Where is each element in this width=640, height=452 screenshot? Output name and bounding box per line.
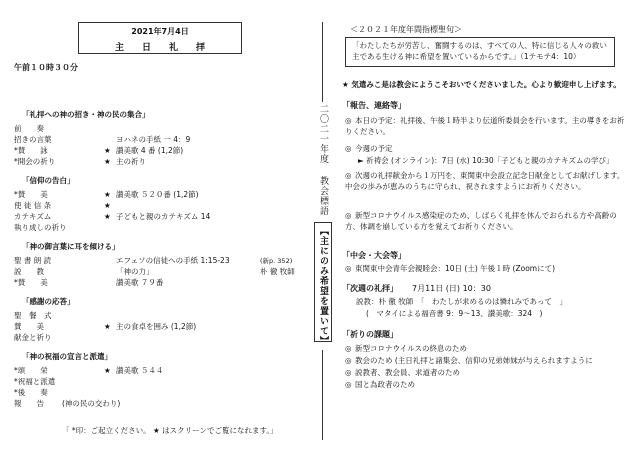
motto-text: 【主にのみ希望を置いて】: [318, 226, 328, 346]
list-item: ◎ 東関東中会青年会親睦会：10日 (土) 午後１時 (Zoomにて): [345, 264, 556, 273]
scripture-box: [345, 37, 615, 67]
scripture-title: ＜２０２１年度年間指標聖句＞: [350, 25, 462, 34]
list-item: ► 祈祷会 (オンライン)：7日 (水) 10:30「子どもと親のカテキズムの学び」: [358, 156, 614, 165]
church-motto-band: [314, 104, 332, 344]
section-title: 「報告、連絡等」: [342, 101, 406, 110]
motto-year: 二〇二一年度: [318, 104, 328, 164]
motto-box: [314, 222, 332, 346]
list-item: ◎ 新型コロナウイルスの終息のため: [345, 344, 468, 353]
next-sermon: 説教：朴 徹 牧師 「 わたしが求めるのは憐れみであって 」: [356, 297, 567, 306]
section-title: 「信仰の告白」: [22, 176, 75, 185]
section-title: 「中会・大会等」: [342, 251, 406, 260]
section-title: 「祈りの課題」: [342, 330, 398, 339]
next-scripture: ( マタイによる福音書 9：9～13、讃美歌：324 ): [366, 309, 543, 318]
list-item: ◎ 教会のため (主日礼拝と諸集会、信仰の兄弟姉妹が与えられますように: [345, 356, 593, 365]
footnote: 「 *印：ご起立ください。 ★ はスクリーンでご覧になれます。」: [62, 426, 278, 435]
list-item: ◎ 国と為政者のため: [345, 380, 415, 389]
list-item: ◎ 次週の礼拝献金から１万円を、東関東中会設立記念日献金としてお献げします。中会の歩みが恵みのうちに守られ、祝されますようにお祈りください。: [345, 171, 625, 191]
order-of-worship: 「礼拝への神の招き・神の民の集合」 前 奏 招きの言葉 ヨハネの手紙 一 4：9 *賛 詠 ★ 讃美歌 4 番 (1,2節) *開会の祈り ★ 主の祈り 「信仰の告白」 *賛 美 ★ 讃美歌 ５２０番 (1,2節) 使 徒 信 条 ★ カテキズム ★ 子どもと親のカテキズム 14 執り成しの祈り 「神の御言葉に耳を傾ける」 聖 書 朗 読 エフェソの信徒への手紙 1:15-23 (新p. 352) 説 教 「神の力」 朴 徹 牧師 *賛 美 讃美歌 ７９番 「感謝の応答」 聖 餐 式 賛 美 ★ 主の食卓を囲み (1,2節) 献金と祈り 「神の祝福の宣言と派遣」 *頌 栄 ★ 讃美歌 ５４４ *祝福と派遣 *後 奏 報 告 (神の民の交わり): [14, 110, 295, 408]
service-date: 2021年7月4日: [131, 27, 189, 36]
section-title: 「神の祝福の宣言と派遣」: [22, 352, 112, 361]
date-title-box: [78, 22, 242, 54]
service-time: 午前１０時３０分: [14, 63, 78, 72]
list-item: ◎ 説教者、教会員、求道者のため: [345, 368, 460, 377]
list-item: ◎ 新型コロナウイルス感染症のため、しばらく礼拝を休んでおられる方や高齢の方、体調を崩している方を覚えてお祈りください。: [345, 211, 617, 231]
section-title: 「礼拝への神の招き・神の民の集合」: [22, 110, 150, 119]
section-title: 「神の御言葉に耳を傾ける」: [22, 242, 120, 251]
service-title: 主日礼拝: [114, 43, 223, 53]
motto-label: 教会標語: [318, 176, 328, 216]
section-title: 「次週の礼拝」: [342, 284, 398, 293]
next-service-date: 7月11日 (日) 10：30: [412, 284, 491, 293]
welcome-text: ★ 気遣みこ是は教会にようこそおいでくださいました。心より歓迎申し上げます。: [342, 80, 621, 89]
list-item: ◎ 今週の予定: [345, 144, 393, 153]
scripture-text: 「わたしたちが労苦し、奮闘するのは、すべての人、特に信じる人々の救い主である生ける神に希望を置いているからです。」（1テモテ4：10）: [352, 41, 607, 61]
section-title: 「感謝の応答」: [22, 297, 75, 306]
divider-line: [322, 350, 323, 440]
list-item: ◎ 本日の予定：礼拝後、午後１時半より伝道所委員会を行います。主の導きをお祈りください。: [345, 116, 625, 136]
divider-line: [322, 22, 323, 102]
